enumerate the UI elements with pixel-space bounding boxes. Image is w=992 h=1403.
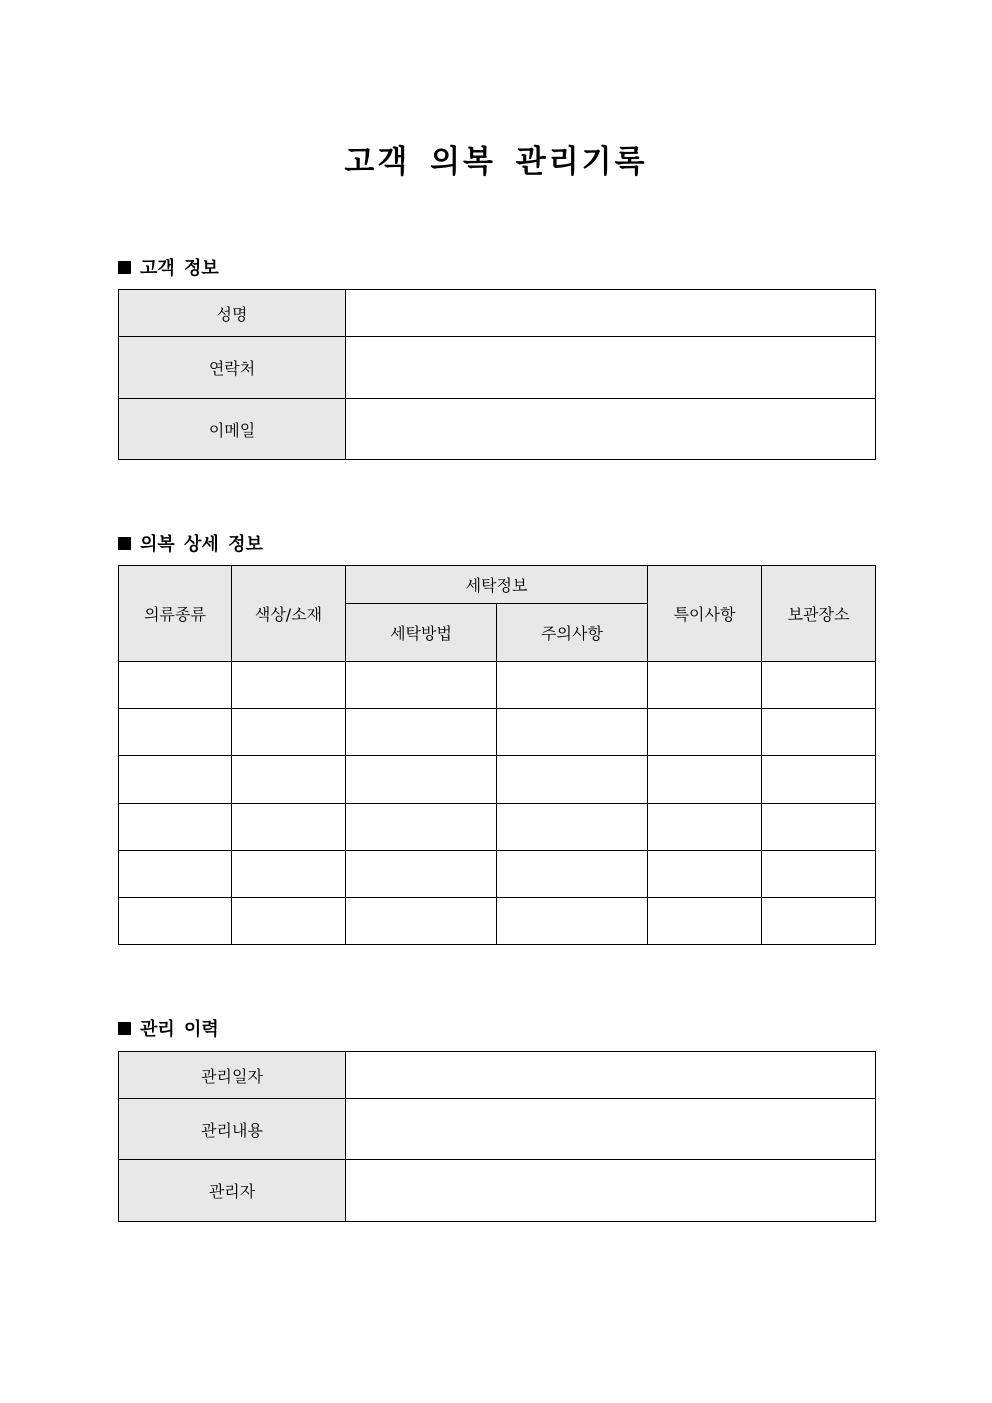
clothing-type-cell[interactable] bbox=[119, 851, 232, 898]
management-row bbox=[119, 1099, 876, 1160]
cautions-cell[interactable] bbox=[497, 756, 648, 804]
storage-cell[interactable] bbox=[762, 756, 876, 804]
management-content-field[interactable] bbox=[346, 1099, 876, 1160]
document-title: 고객 의복 관리기록 bbox=[344, 144, 648, 180]
clothing-type-cell[interactable] bbox=[119, 804, 232, 851]
washing-method-cell[interactable] bbox=[346, 756, 497, 804]
header-color-material: 색상/소재 bbox=[232, 566, 346, 662]
section-heading-label: 고객 정보 bbox=[140, 258, 219, 279]
header-washing-method: 세탁방법 bbox=[346, 604, 497, 662]
management-row bbox=[119, 1052, 876, 1099]
section-heading-clothing-details bbox=[118, 530, 263, 556]
header-special-notes: 특이사항 bbox=[648, 566, 762, 662]
cautions-cell[interactable] bbox=[497, 709, 648, 756]
email-label: 이메일 bbox=[119, 399, 346, 460]
table-row bbox=[119, 898, 876, 945]
color-material-cell[interactable] bbox=[232, 662, 346, 709]
section-heading-label: 의복 상세 정보 bbox=[140, 534, 263, 555]
washing-method-cell[interactable] bbox=[346, 709, 497, 756]
customer-info-row bbox=[119, 290, 876, 337]
storage-cell[interactable] bbox=[762, 804, 876, 851]
management-date-label: 관리일자 bbox=[119, 1052, 346, 1099]
table-row bbox=[119, 709, 876, 756]
header-cautions: 주의사항 bbox=[497, 604, 648, 662]
manager-label: 관리자 bbox=[119, 1160, 346, 1222]
clothing-type-cell[interactable] bbox=[119, 756, 232, 804]
cautions-cell[interactable] bbox=[497, 804, 648, 851]
special-notes-cell[interactable] bbox=[648, 898, 762, 945]
washing-method-cell[interactable] bbox=[346, 898, 497, 945]
special-notes-cell[interactable] bbox=[648, 804, 762, 851]
color-material-cell[interactable] bbox=[232, 898, 346, 945]
special-notes-cell[interactable] bbox=[648, 756, 762, 804]
color-material-cell[interactable] bbox=[232, 709, 346, 756]
table-row bbox=[119, 851, 876, 898]
color-material-cell[interactable] bbox=[232, 756, 346, 804]
table-row bbox=[119, 804, 876, 851]
email-field[interactable] bbox=[346, 399, 876, 460]
name-label: 성명 bbox=[119, 290, 346, 337]
washing-method-cell[interactable] bbox=[346, 804, 497, 851]
customer-info-table bbox=[118, 289, 876, 460]
storage-cell[interactable] bbox=[762, 898, 876, 945]
clothing-details-table bbox=[118, 565, 876, 945]
table-row bbox=[119, 756, 876, 804]
storage-cell[interactable] bbox=[762, 709, 876, 756]
section-heading-management-history bbox=[118, 1015, 219, 1041]
management-history-table bbox=[118, 1051, 876, 1222]
special-notes-cell[interactable] bbox=[648, 662, 762, 709]
customer-info-row bbox=[119, 337, 876, 399]
washing-method-cell[interactable] bbox=[346, 662, 497, 709]
clothing-type-cell[interactable] bbox=[119, 662, 232, 709]
storage-cell[interactable] bbox=[762, 851, 876, 898]
special-notes-cell[interactable] bbox=[648, 851, 762, 898]
color-material-cell[interactable] bbox=[232, 851, 346, 898]
contact-label: 연락처 bbox=[119, 337, 346, 399]
management-date-field[interactable] bbox=[346, 1052, 876, 1099]
header-row bbox=[119, 566, 876, 604]
header-storage: 보관장소 bbox=[762, 566, 876, 662]
management-row bbox=[119, 1160, 876, 1222]
management-content-label: 관리내용 bbox=[119, 1099, 346, 1160]
special-notes-cell[interactable] bbox=[648, 709, 762, 756]
storage-cell[interactable] bbox=[762, 662, 876, 709]
cautions-cell[interactable] bbox=[497, 851, 648, 898]
contact-field[interactable] bbox=[346, 337, 876, 399]
table-row bbox=[119, 662, 876, 709]
name-field[interactable] bbox=[346, 290, 876, 337]
clothing-type-cell[interactable] bbox=[119, 898, 232, 945]
manager-field[interactable] bbox=[346, 1160, 876, 1222]
black-square-icon bbox=[118, 537, 131, 550]
customer-info-row bbox=[119, 399, 876, 460]
cautions-cell[interactable] bbox=[497, 898, 648, 945]
cautions-cell[interactable] bbox=[497, 662, 648, 709]
color-material-cell[interactable] bbox=[232, 804, 346, 851]
washing-method-cell[interactable] bbox=[346, 851, 497, 898]
clothing-type-cell[interactable] bbox=[119, 709, 232, 756]
section-heading-customer-info bbox=[118, 254, 219, 280]
header-washing-info: 세탁정보 bbox=[346, 566, 648, 604]
header-clothing-type: 의류종류 bbox=[119, 566, 232, 662]
black-square-icon bbox=[118, 1022, 131, 1035]
section-heading-label: 관리 이력 bbox=[140, 1019, 219, 1040]
black-square-icon bbox=[118, 261, 131, 274]
